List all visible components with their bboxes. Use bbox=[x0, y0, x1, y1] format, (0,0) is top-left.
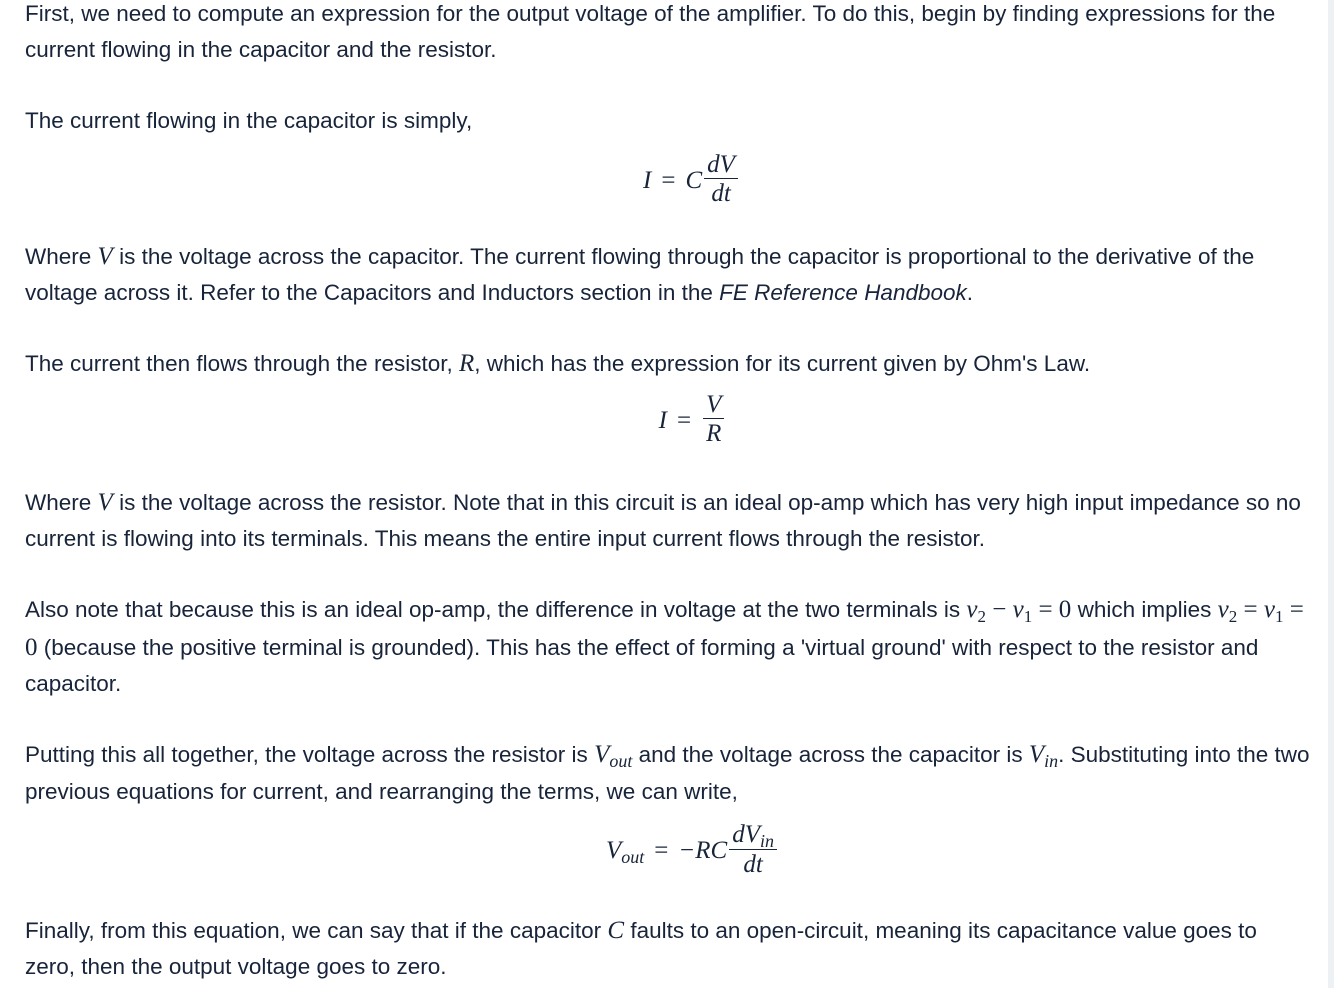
text-run: Also note that because this is an ideal op-amp, the difference in voltage at the two terminals is bbox=[25, 597, 967, 622]
minus-sign: − bbox=[992, 596, 1007, 623]
eq1-coefficient: C bbox=[685, 166, 703, 194]
text-run: Where bbox=[25, 244, 98, 269]
eq2-numerator: V bbox=[703, 392, 724, 419]
solution-text bbox=[25, 0, 1310, 985]
paragraph-resistor-current bbox=[25, 346, 1310, 382]
handbook-title: FE Reference Handbook bbox=[719, 280, 967, 305]
math-equals-zero bbox=[1032, 596, 1071, 623]
paragraph-capacitor-explanation bbox=[25, 239, 1310, 311]
eq2-fraction bbox=[703, 392, 724, 449]
paragraph-capacitor-current bbox=[25, 103, 1310, 139]
paragraph-capacitor-current-text: The current flowing in the capacitor is simply, bbox=[25, 108, 473, 133]
math-variable-v2: v bbox=[966, 596, 978, 623]
text-run: which implies bbox=[1071, 597, 1218, 622]
subscript-1: 1 bbox=[1274, 607, 1284, 626]
subscript-in: in bbox=[1044, 751, 1059, 771]
math-variable-v1: v bbox=[1263, 596, 1275, 623]
equals-zero: = 0 bbox=[1038, 596, 1072, 623]
eq3-lhs-main: V bbox=[605, 836, 622, 864]
math-variable-v: V bbox=[97, 243, 113, 270]
eq1-denominator: dt bbox=[711, 180, 731, 207]
eq3-fraction bbox=[729, 822, 777, 880]
text-run: The current then flows through the resistor, bbox=[25, 351, 459, 376]
text-run: (because the positive terminal is grounded). This has the effect of forming a 'virtual ground' with respect to the resistor and capacitor. bbox=[25, 635, 1259, 696]
text-run: Putting this all together, the voltage across the resistor is bbox=[25, 742, 595, 767]
math-variable-v: V bbox=[97, 489, 113, 516]
eq3-lhs-subscript: out bbox=[621, 846, 645, 867]
paragraph-conclusion bbox=[25, 913, 1310, 985]
math-variable-v1: v bbox=[1012, 596, 1024, 623]
eq3-numerator-main: dV bbox=[732, 821, 760, 848]
subscript-out: out bbox=[609, 751, 633, 771]
text-run: Finally, from this equation, we can say that if the capacitor bbox=[25, 918, 608, 943]
paragraph-putting-together bbox=[25, 737, 1310, 810]
equation-differentiator-output bbox=[25, 810, 1310, 913]
math-variable-r: R bbox=[458, 350, 475, 377]
equation-ohms-law bbox=[25, 382, 1310, 485]
math-variable-vin: V bbox=[1028, 741, 1045, 768]
eq2-lhs: I bbox=[658, 406, 667, 434]
equation-capacitor-current bbox=[25, 139, 1310, 239]
eq3-denominator: dt bbox=[743, 851, 763, 878]
equals-sign: = bbox=[1243, 596, 1258, 623]
eq1-fraction bbox=[704, 152, 738, 209]
eq3-numerator-subscript: in bbox=[760, 831, 775, 851]
text-run: . Substituting into the two previous equations for current, and rearranging the terms, we can write, bbox=[25, 742, 1310, 804]
paragraph-resistor-explanation bbox=[25, 485, 1310, 557]
eq1-lhs: I bbox=[643, 166, 652, 194]
math-minus bbox=[986, 596, 1013, 623]
text-run: Where bbox=[25, 490, 98, 515]
text-run: and the voltage across the capacitor is bbox=[632, 742, 1029, 767]
eq1-equals: = bbox=[661, 166, 676, 194]
eq3-lhs bbox=[606, 833, 644, 870]
equals-zero: = 0 bbox=[25, 596, 1304, 661]
text-run: is the voltage across the capacitor. The current flowing through the capacitor is proportional to the derivative of the voltage across it. Refer to the Capacitors and Inductors section in the bbox=[25, 244, 1255, 305]
math-variable-v2: v bbox=[1217, 596, 1229, 623]
paragraph-virtual-ground bbox=[25, 592, 1310, 702]
paragraph-intro-text: First, we need to compute an expression for the output voltage of the amplifier. To do this, begin by finding expressions for the current flowing in the capacitor and the resistor. bbox=[25, 1, 1276, 62]
math-variable-c: C bbox=[607, 917, 625, 944]
subscript-2: 2 bbox=[977, 607, 986, 626]
subscript-2: 2 bbox=[1228, 607, 1238, 626]
eq2-denominator: R bbox=[706, 420, 722, 447]
eq2-equals: = bbox=[676, 406, 692, 434]
eq3-numerator bbox=[729, 822, 777, 850]
text-run: , which has the expression for its current given by Ohm's Law. bbox=[474, 351, 1091, 376]
math-equals bbox=[1237, 596, 1264, 623]
text-run: faults to an open-circuit, meaning its capacitance value goes to zero, then the output voltage goes to zero. bbox=[25, 918, 1257, 979]
subscript-1: 1 bbox=[1023, 607, 1033, 626]
text-run: is the voltage across the resistor. Note that in this circuit is an ideal op-amp which has very high input impedance so no current is flowing into its terminals. This means the entire input current flows through the resistor. bbox=[25, 490, 1301, 551]
eq3-coefficient: −RC bbox=[678, 837, 728, 864]
eq3-equals: = bbox=[654, 837, 669, 864]
text-run: . bbox=[966, 280, 974, 305]
paragraph-intro bbox=[25, 0, 1310, 68]
math-variable-vout: V bbox=[594, 741, 610, 768]
eq1-numerator: dV bbox=[704, 152, 738, 179]
vertical-scrollbar[interactable] bbox=[1328, 0, 1334, 988]
